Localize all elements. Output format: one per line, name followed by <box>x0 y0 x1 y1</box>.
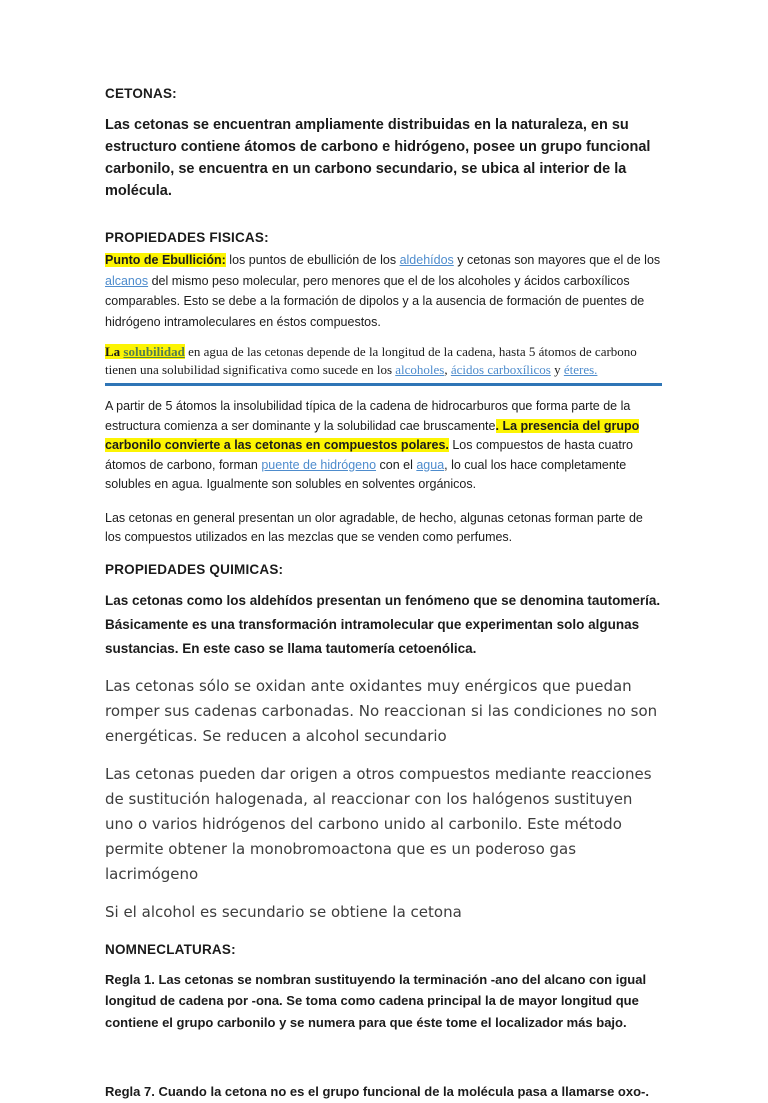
link-alcanos[interactable]: alcanos <box>105 273 149 288</box>
paragraph-intro: Las cetonas se encuentran ampliamente distribuidas en la naturaleza, en su estructuro contiene átomos de carbono e hidrógeno, posee un grupo funcional carbonilo, se encuentra en un carbono secundario, se ubica al interior de la molécula. <box>105 117 651 199</box>
link-eteres[interactable]: éteres. <box>563 361 598 377</box>
paragraph-regla-7: Regla 7. Cuando la cetona no es el grupo funcional de la molécula pasa a llamarse oxo-. <box>105 1084 649 1099</box>
text-run: , lo cual los hace completamente solubles en agua. Igualmente son solubles en solventes orgánicos. <box>105 457 627 491</box>
highlight-punto-ebullicion: Punto de Ebullición: <box>105 253 226 267</box>
link-agua[interactable]: agua <box>416 457 445 472</box>
text-run: y <box>550 361 564 377</box>
page-title: CETONAS: <box>105 86 177 101</box>
paragraph-punto-ebullicion <box>105 250 662 332</box>
text-run: A partir de 5 átomos la insolubilidad típica de la cadena de hidrocarburos que forma parte de la estructura comienza a ser dominante y la solubilidad cae bruscamente <box>105 399 631 433</box>
paragraph-sustitucion-halogenada: Las cetonas pueden dar origen a otros compuestos mediante reacciones de sustitución halogenada, al reaccionar con los halógenos sustituyen uno o varios hidrógenos del carbono unido al carbonilo. Este método permite obtener la monobromoactona que es un poderoso gas lacrimógeno <box>105 764 652 883</box>
text-run: del mismo peso molecular, pero menores que el de los alcoholes y ácidos carboxílicos comparables. Esto se debe a la formación de dipolos y a la ausencia de formación de puentes de hidrógeno intramoleculares en éstos compuestos. <box>105 273 645 329</box>
section-heading-nomenclaturas: NOMNECLATURAS: <box>105 941 236 957</box>
text-run: , <box>444 361 451 377</box>
text-run: con el <box>376 457 417 472</box>
highlight-la: La <box>105 344 124 359</box>
paragraph-olor: Las cetonas en general presentan un olor agradable, de hecho, algunas cetonas forman parte de los compuestos utilizados en las mezclas que se venden como perfumes. <box>105 510 643 544</box>
link-puente-de-hidrogeno[interactable]: puente de hidrógeno <box>261 457 377 472</box>
paragraph-regla-1: Regla 1. Las cetonas se nombran sustituyendo la terminación -ano del alcano con igual longitud de cadena por -ona. Se toma como cadena principal la de mayor longitud que contiene el grupo carbonilo y se numera para que éste tome el localizador más bajo. <box>105 971 647 1030</box>
link-solubilidad[interactable]: solubilidad <box>123 344 185 359</box>
text-run: en agua de las cetonas depende de la longitud de la cadena, hasta 5 átomos de carbono tienen una solubilidad significativa como sucede en los <box>105 344 637 377</box>
text-run: los puntos de ebullición de los <box>225 253 400 267</box>
section-heading-propiedades-quimicas: PROPIEDADES QUIMICAS: <box>105 561 284 577</box>
text-run: Los compuestos de hasta cuatro átomos de carbono, forman <box>105 438 634 472</box>
paragraph-grupo-carbonilo <box>105 397 662 495</box>
section-heading-propiedades-fisicas: PROPIEDADES FISICAS: <box>105 230 269 245</box>
text-run: y cetonas son mayores que el de los <box>453 253 661 267</box>
link-acidos-carboxilicos[interactable]: ácidos carboxílicos <box>450 361 551 377</box>
link-alcoholes[interactable]: alcoholes <box>395 361 445 377</box>
paragraph-alcohol-secundario: Si el alcohol es secundario se obtiene la cetona <box>105 902 462 921</box>
paragraph-tautomeria: Las cetonas como los aldehídos presentan un fenómeno que se denomina tautomería. Básicamente es una transformación intramolecular que experimentan solo algunas sustancias. En este caso se llama tautomería cetoenólica. <box>105 592 661 656</box>
paragraph-oxidacion: Las cetonas sólo se oxidan ante oxidantes muy enérgicos que puedan romper sus cadenas carbonadas. No reaccionan si las condiciones no son energéticas. Se reducen a alcohol secundario <box>105 676 658 745</box>
highlight-carbonilo-polares: . La presencia del grupo carbonilo convierte a las cetonas en compuestos polares. <box>105 418 640 452</box>
paragraph-solubilidad <box>105 343 662 386</box>
link-aldehidos[interactable]: aldehídos <box>399 253 454 267</box>
